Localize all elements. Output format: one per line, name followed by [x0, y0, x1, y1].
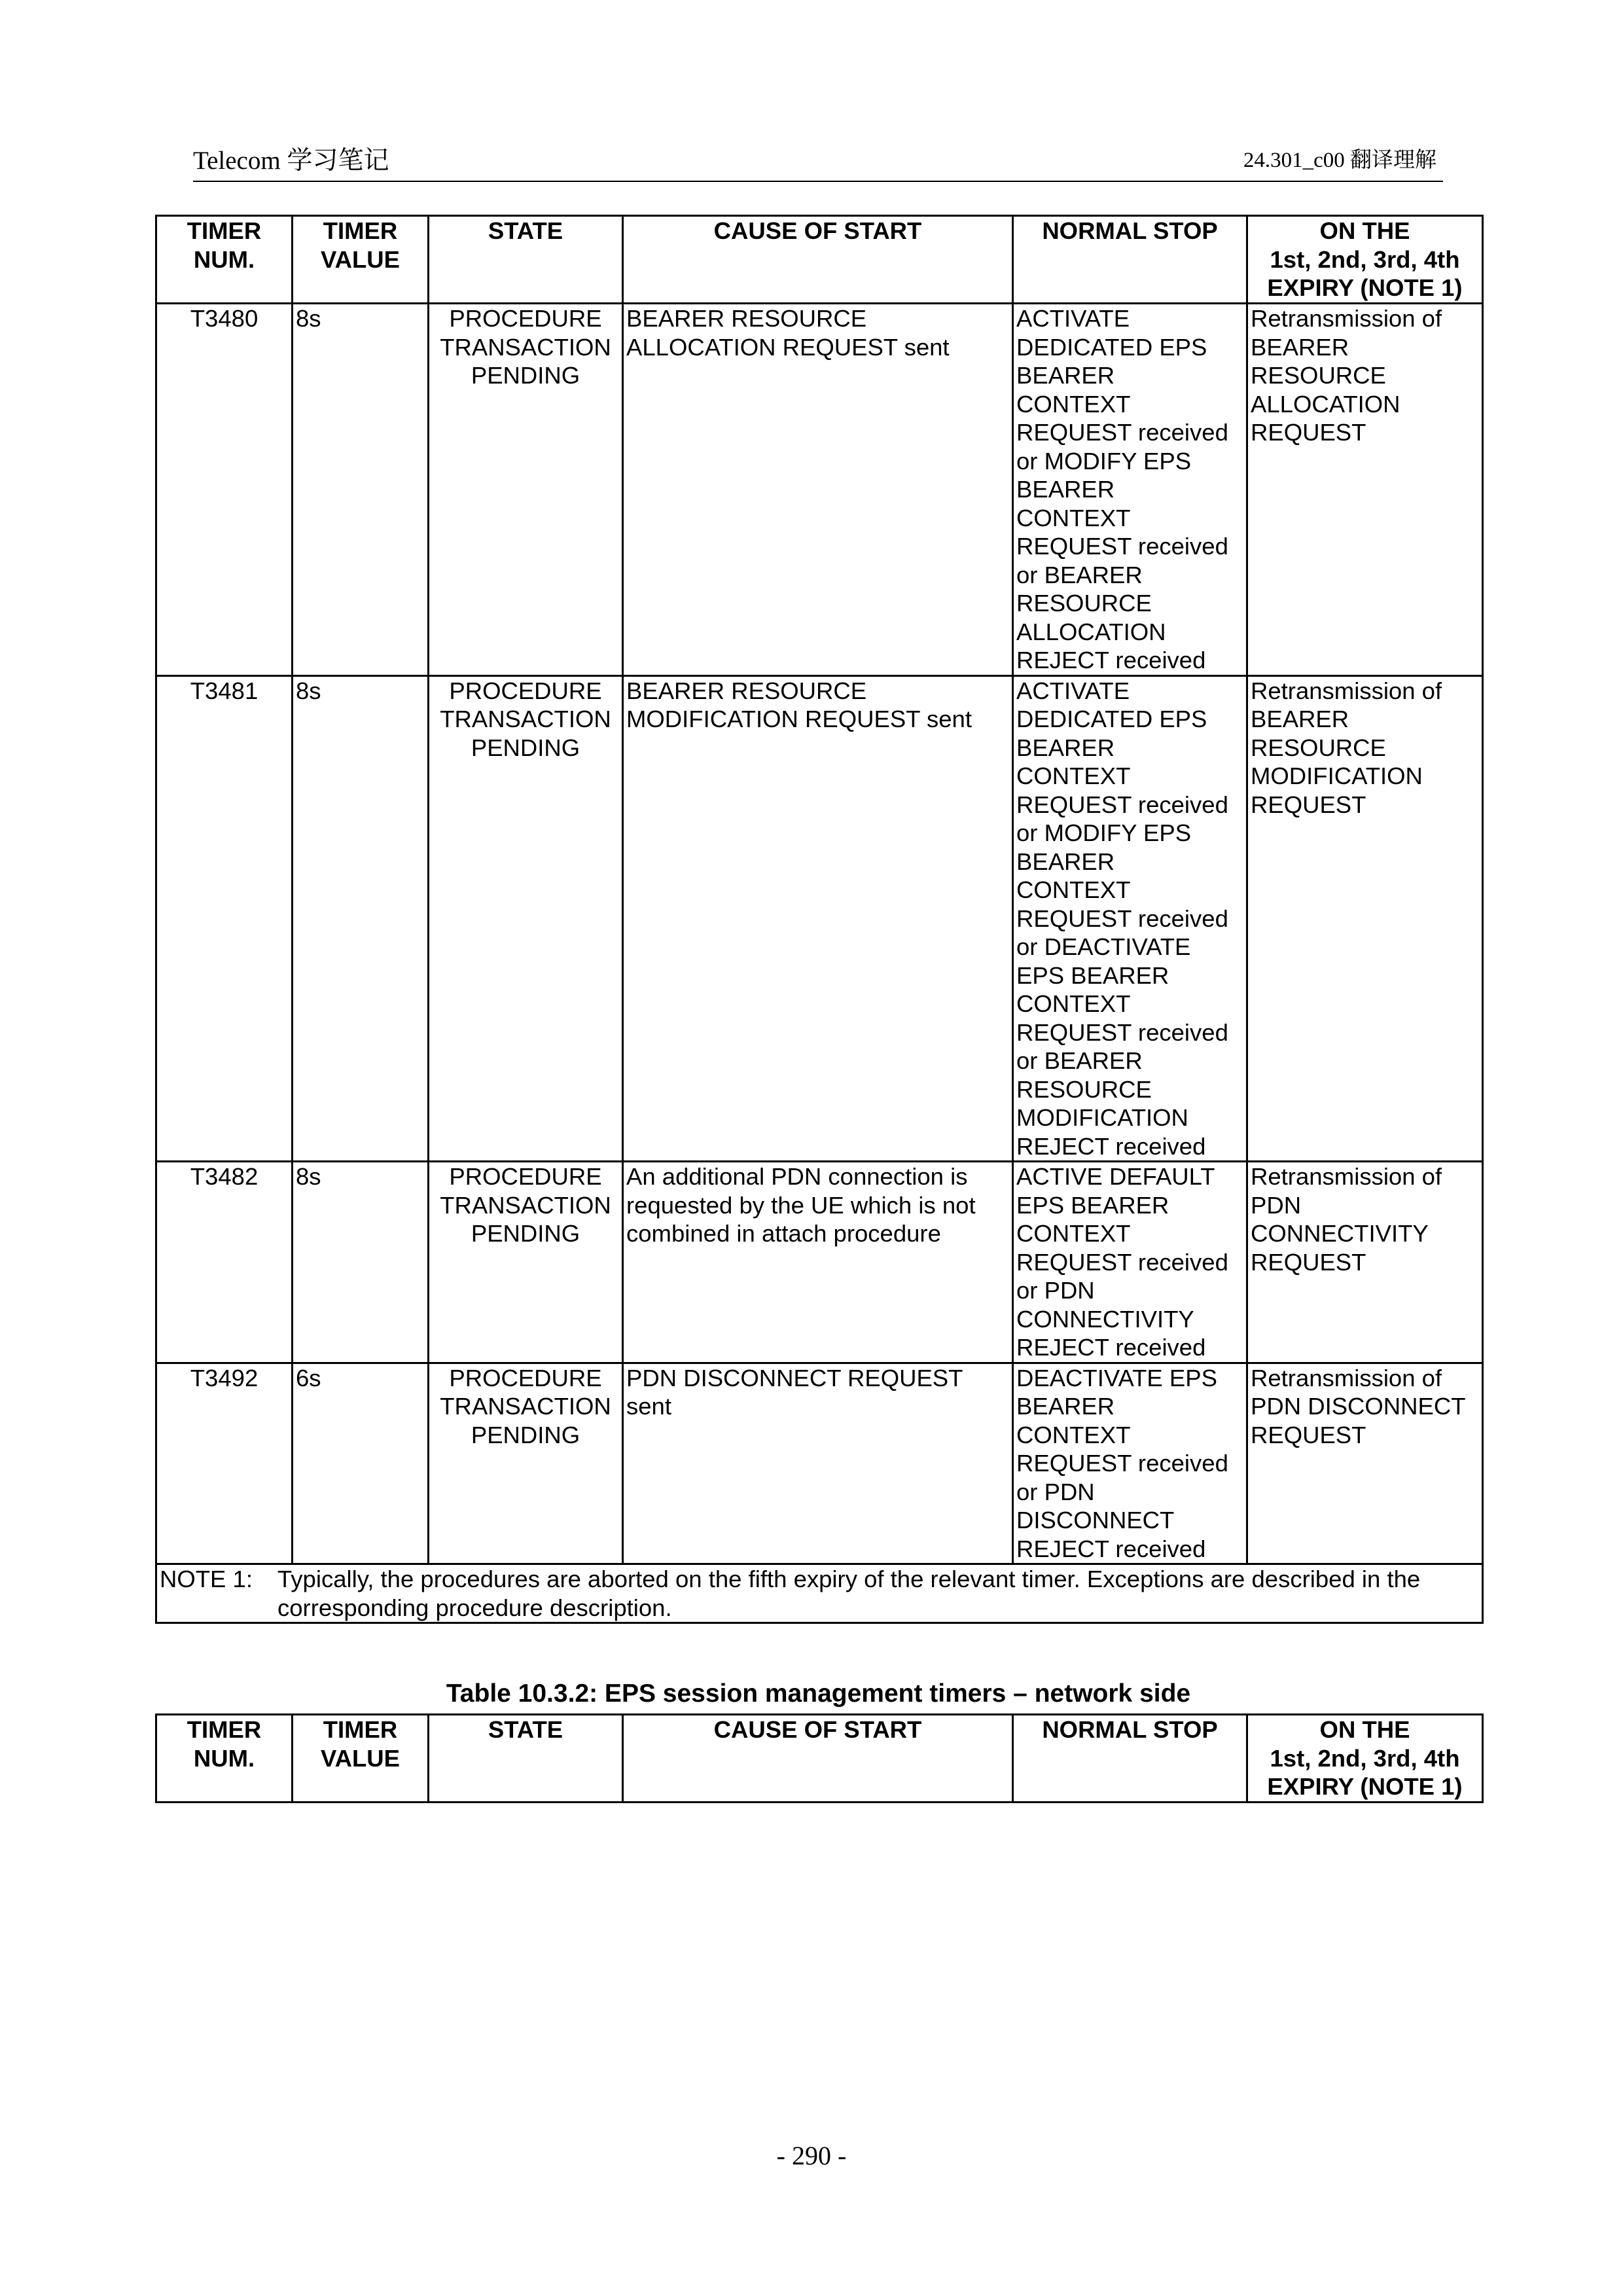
- cell-timer-value: 8s: [293, 675, 429, 1162]
- note-cell: [156, 1564, 1483, 1623]
- col-header-normal-stop: NORMAL STOP: [1013, 216, 1247, 304]
- col-header-normal-stop: NORMAL STOP: [1013, 1715, 1247, 1803]
- cell-state: PROCEDURE TRANSACTION PENDING: [429, 304, 623, 676]
- table-caption: Table 10.3.2: EPS session management timers – network side: [446, 1679, 1191, 1708]
- col-header-timer-num: TIMER NUM.: [156, 216, 293, 304]
- cell-state: PROCEDURE TRANSACTION PENDING: [429, 1162, 623, 1363]
- cell-expiry-action: Retransmission of PDN DISCONNECT REQUEST: [1247, 1363, 1483, 1564]
- col-header-cause-of-start: CAUSE OF START: [623, 216, 1013, 304]
- cell-expiry-action: Retransmission of BEARER RESOURCE MODIFICATION REQUEST: [1247, 675, 1483, 1162]
- cell-expiry-action: Retransmission of BEARER RESOURCE ALLOCATION REQUEST: [1247, 304, 1483, 676]
- table-row: [156, 304, 1483, 676]
- cell-state: PROCEDURE TRANSACTION PENDING: [429, 675, 623, 1162]
- col-header-timer-value: TIMER VALUE: [293, 216, 429, 304]
- note-label: NOTE 1:: [160, 1566, 253, 1592]
- col-header-timer-value: TIMER VALUE: [293, 1715, 429, 1803]
- header-title: Telecom 学习笔记: [193, 147, 389, 175]
- cell-cause-of-start: An additional PDN connection is requested by the UE which is not combined in attach procedure: [623, 1162, 1013, 1363]
- network-timers-table: [155, 1713, 1484, 1803]
- cell-normal-stop: ACTIVE DEFAULT EPS BEARER CONTEXT REQUEST received or PDN CONNECTIVITY REJECT received: [1013, 1162, 1247, 1363]
- table-row: [156, 675, 1483, 1162]
- cell-timer-num: T3492: [156, 1363, 293, 1564]
- cell-timer-num: T3482: [156, 1162, 293, 1363]
- cell-state: PROCEDURE TRANSACTION PENDING: [429, 1363, 623, 1564]
- page-header: [193, 137, 1443, 182]
- cell-cause-of-start: BEARER RESOURCE ALLOCATION REQUEST sent: [623, 304, 1013, 676]
- cell-cause-of-start: PDN DISCONNECT REQUEST sent: [623, 1363, 1013, 1564]
- col-header-state: STATE: [429, 1715, 623, 1803]
- col-header-state: STATE: [429, 216, 623, 304]
- cell-timer-num: T3480: [156, 304, 293, 676]
- cell-expiry-action: Retransmission of PDN CONNECTIVITY REQUEST: [1247, 1162, 1483, 1363]
- col-header-cause-of-start: CAUSE OF START: [623, 1715, 1013, 1803]
- col-header-timer-num: TIMER NUM.: [156, 1715, 293, 1803]
- col-header-expiry: ON THE 1st, 2nd, 3rd, 4th EXPIRY (NOTE 1): [1247, 1715, 1483, 1803]
- table-header-row: [156, 216, 1483, 304]
- cell-normal-stop: ACTIVATE DEDICATED EPS BEARER CONTEXT REQUEST received or MODIFY EPS BEARER CONTEXT REQUEST received or DEACTIVATE EPS BEARER CONTEXT REQUEST received or BEARER RESOURCE MODIFICATION REJECT received: [1013, 675, 1247, 1162]
- cell-cause-of-start: BEARER RESOURCE MODIFICATION REQUEST sent: [623, 675, 1013, 1162]
- table-row: [156, 1162, 1483, 1363]
- cell-timer-num: T3481: [156, 675, 293, 1162]
- page-number: - 290 -: [776, 2141, 847, 2170]
- cell-timer-value: 8s: [293, 1162, 429, 1363]
- cell-normal-stop: DEACTIVATE EPS BEARER CONTEXT REQUEST received or PDN DISCONNECT REJECT received: [1013, 1363, 1247, 1564]
- note-text: Typically, the procedures are aborted on the fifth expiry of the relevant timer. Exceptions are described in the corresponding procedure description.: [277, 1566, 1421, 1621]
- ue-timers-table: [155, 215, 1484, 1624]
- cell-timer-value: 8s: [293, 304, 429, 676]
- table-row: [156, 1363, 1483, 1564]
- col-header-expiry: ON THE 1st, 2nd, 3rd, 4th EXPIRY (NOTE 1): [1247, 216, 1483, 304]
- note-row: [156, 1564, 1483, 1623]
- cell-normal-stop: ACTIVATE DEDICATED EPS BEARER CONTEXT REQUEST received or MODIFY EPS BEARER CONTEXT REQUEST received or BEARER RESOURCE ALLOCATION REJECT received: [1013, 304, 1247, 676]
- cell-timer-value: 6s: [293, 1363, 429, 1564]
- table-header-row: [156, 1715, 1483, 1803]
- header-doc-id: 24.301_c00 翻译理解: [1243, 149, 1436, 172]
